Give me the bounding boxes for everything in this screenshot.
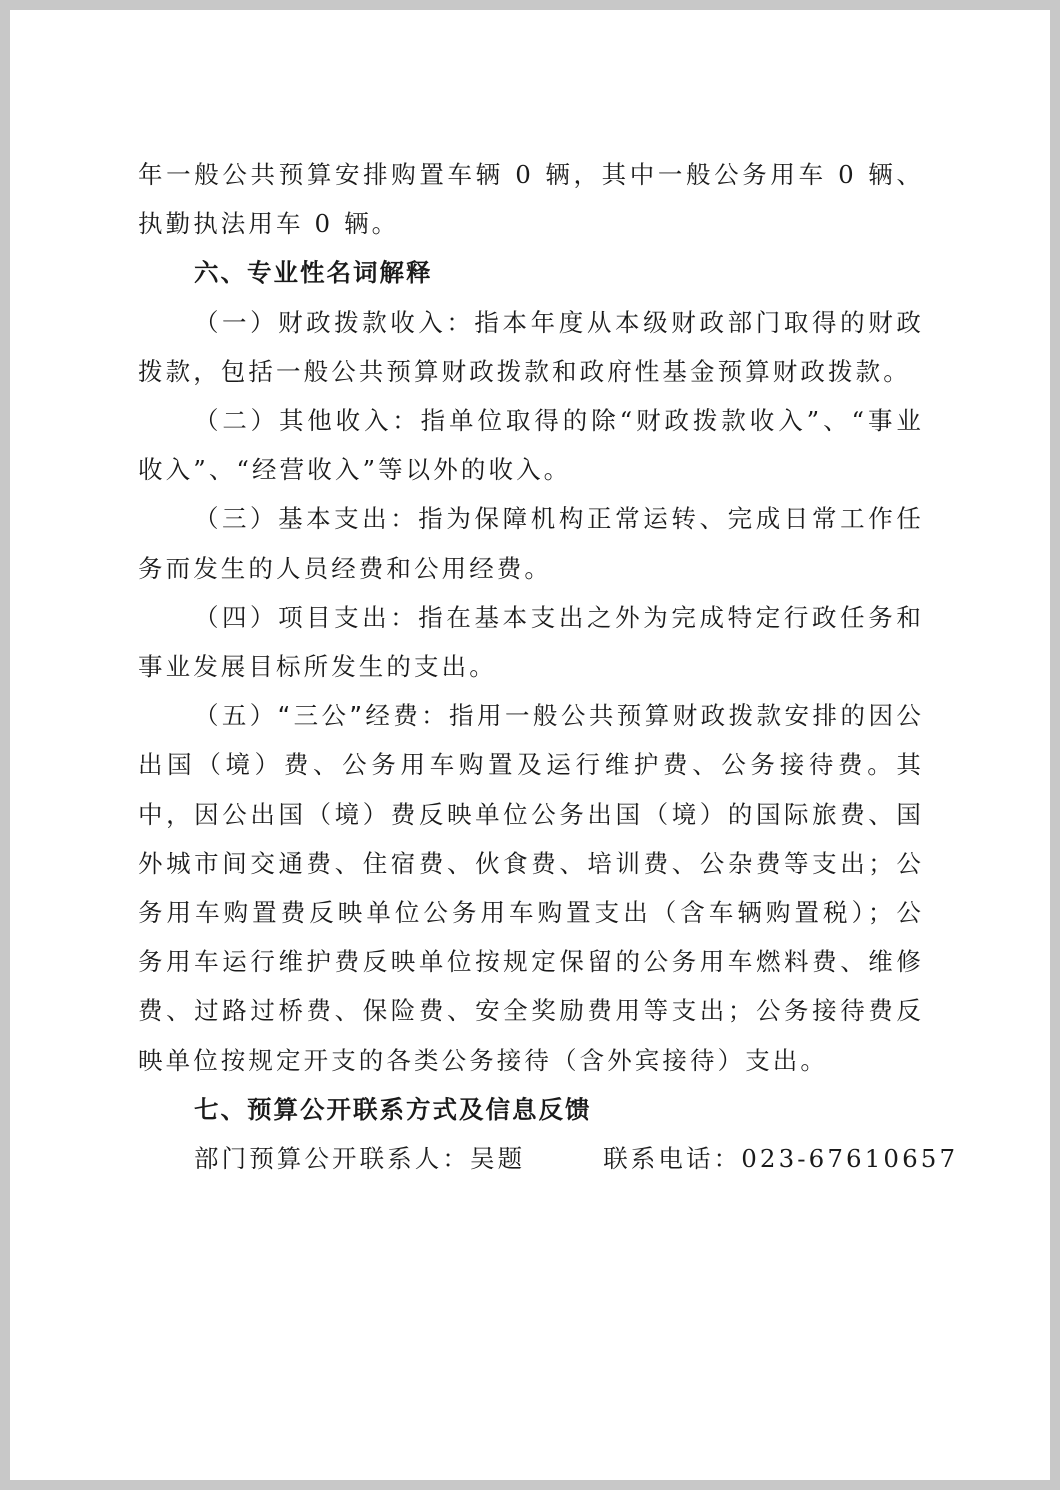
contact-phone: 联系电话：023-67610657 — [603, 1144, 959, 1174]
definition-term-1: （一）财政拨款收入： — [194, 307, 475, 337]
definition-text-1: 指本年度从本级财政部门取得的财政拨款，包括一般公共预算财政拨款和政府性基金预算财政拨款。 — [138, 307, 924, 386]
definition-paragraph-1 — [138, 298, 924, 396]
definition-text-5: 指用一般公共预算财政拨款安排的因公出国（境）费、公务用车购置及运行维护费、公务接待费。其中，因公出国（境）费反映单位公务出国（境）的国际旅费、国外城市间交通费、住宿费、伙食费、培训费、公杂费等支出；公务用车购置费反映单位公务用车购置支出（含车辆购置税）；公务用车运行维护费反映单位按规定保留的公务用车燃料费、维修费、过路过桥费、保险费、安全奖励费用等支出；公务接待费反映单位按规定开支的各类公务接待（含外宾接待）支出。 — [138, 701, 925, 1075]
definition-term-2: （二）其他收入： — [194, 406, 421, 436]
contact-line — [138, 1134, 959, 1183]
definition-paragraph-5 — [138, 691, 924, 1085]
section-7-heading: 七、预算公开联系方式及信息反馈 — [194, 1094, 592, 1124]
definition-paragraph-4 — [138, 593, 924, 691]
definition-term-5: （五）“三公”经费： — [194, 701, 450, 731]
document-body — [138, 150, 959, 1183]
section-6-heading: 六、专业性名词解释 — [194, 258, 433, 288]
definition-text-2: 指单位取得的除“财政拨款收入”、“事业收入”、“经营收入”等以外的收入。 — [138, 406, 924, 485]
definition-text-4: 指在基本支出之外为完成特定行政任务和事业发展目标所发生的支出。 — [138, 602, 924, 682]
intro-paragraph: 年一般公共预算安排购置车辆 0 辆，其中一般公务用车 0 辆、执勤执法用车 0 辆。 — [138, 160, 924, 239]
document-page — [10, 10, 1050, 1480]
contact-person: 部门预算公开联系人：吴题 — [194, 1144, 526, 1174]
definition-term-3: （三）基本支出： — [194, 504, 419, 534]
definition-paragraph-3 — [138, 494, 924, 592]
definition-term-4: （四）项目支出： — [194, 602, 419, 632]
definition-text-3: 指为保障机构正常运转、完成日常工作任务而发生的人员经费和公用经费。 — [138, 504, 924, 583]
definition-paragraph-2 — [138, 396, 924, 494]
